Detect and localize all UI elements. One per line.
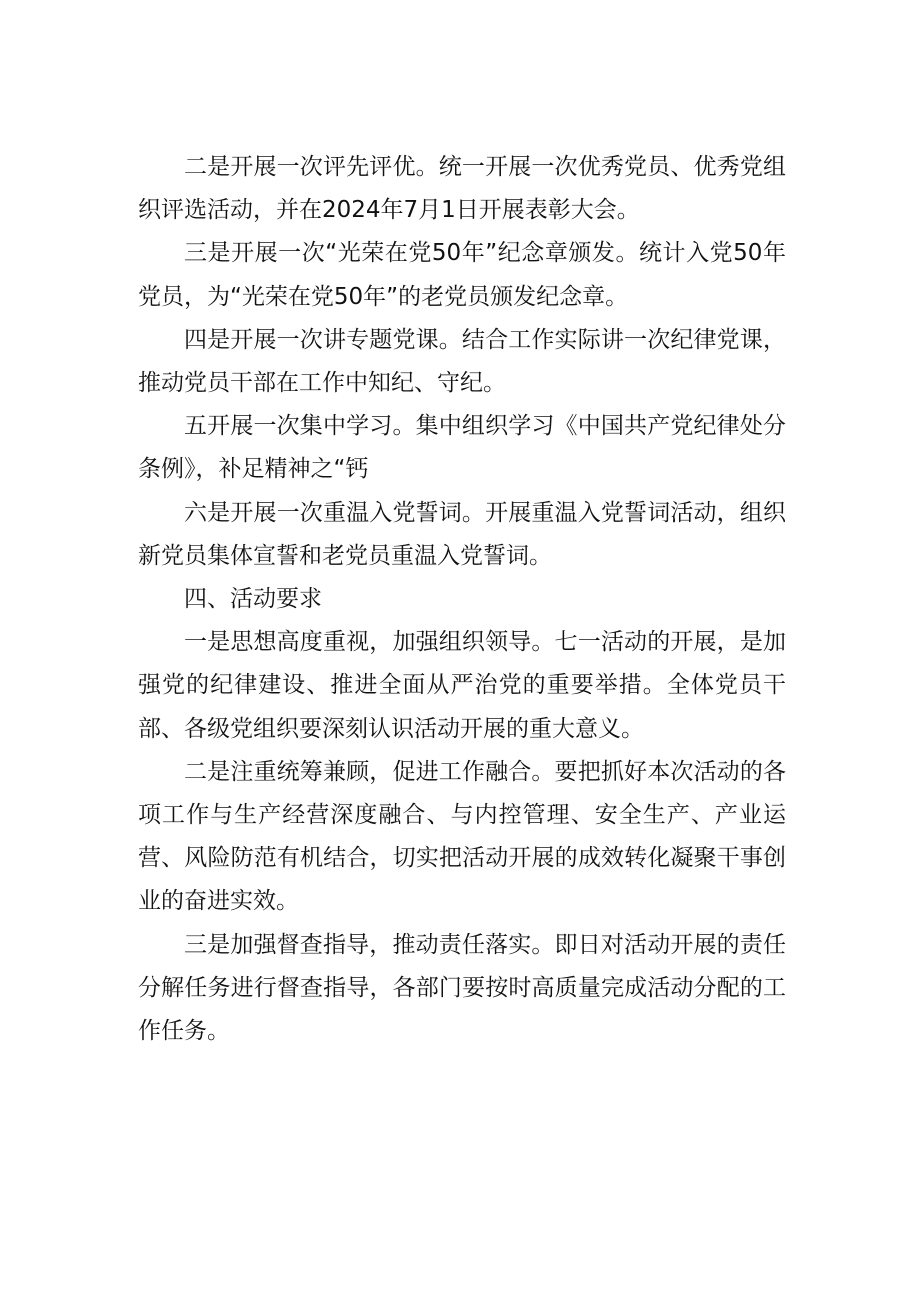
section-heading-requirements: 四、活动要求 <box>184 586 322 613</box>
paragraph-commemorative-badge: 三是开展一次“光荣在党50年”纪念章颁发。统计入党50年党员，为“光荣在党50年”的老党员颁发纪念章。 <box>138 240 786 310</box>
document-body <box>138 146 786 1053</box>
paragraph-requirement-integration: 二是注重统筹兼顾，促进工作融合。要把抓好本次活动的各项工作与生产经营深度融合、与内控管理、安全生产、产业运营、风险防范有机结合，切实把活动开展的成效转化凝聚干事创业的奋进实效。 <box>138 758 786 915</box>
paragraph-oath-review: 六是开展一次重温入党誓词。开展重温入党誓词活动，组织新党员集体宣誓和老党员重温入党誓词。 <box>138 499 786 569</box>
paragraph-evaluation: 二是开展一次评先评优。统一开展一次优秀党员、优秀党组织评选活动，并在2024年7月1日开展表彰大会。 <box>138 154 786 224</box>
paragraph-requirement-leadership: 一是思想高度重视，加强组织领导。七一活动的开展，是加强党的纪律建设、推进全面从严治党的重要举措。全体党员干部、各级党组织要深刻认识活动开展的重大意义。 <box>138 629 786 742</box>
paragraph-requirement-supervision: 三是加强督查指导，推动责任落实。即日对活动开展的责任分解任务进行督查指导，各部门要按时高质量完成活动分配的工作任务。 <box>138 931 786 1045</box>
paragraph-centralized-study: 五开展一次集中学习。集中组织学习《中国共产党纪律处分条例》，补足精神之“钙 <box>138 413 786 483</box>
paragraph-party-lecture: 四是开展一次讲专题党课。结合工作实际讲一次纪律党课，推动党员干部在工作中知纪、守纪。 <box>138 326 786 397</box>
